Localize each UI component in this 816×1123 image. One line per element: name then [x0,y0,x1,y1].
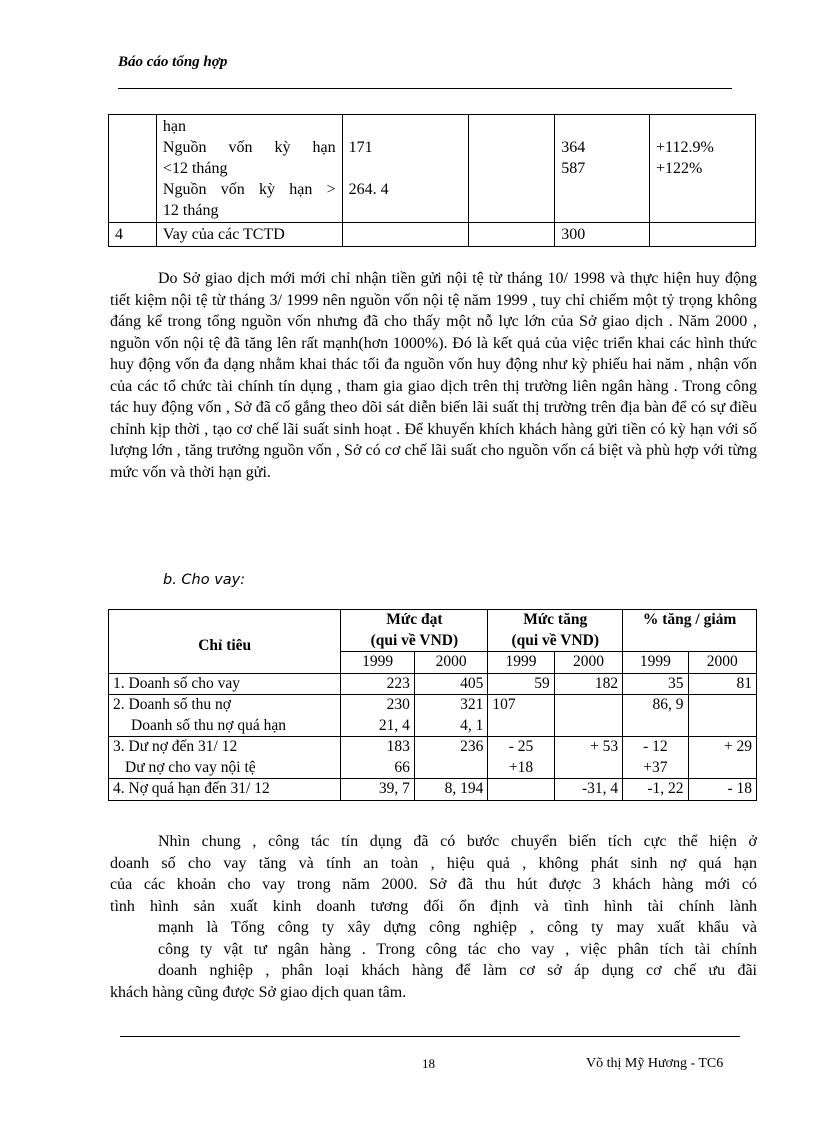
table-cell: 35 [623,673,688,695]
year-cell: 2000 [554,652,622,674]
footer-author: Võ thị Mỹ Hương - TC6 [586,1056,724,1071]
table-cell: - 12 +37 [623,737,688,779]
table-cell [650,223,756,247]
table-cell: -31, 4 [554,779,622,801]
table-row [109,115,756,223]
paragraph-line: doanh nghiệp , phân loại khách hàng để làm cơ sở áp dụng cơ chế ưu đãi [158,962,757,979]
table-row [109,695,757,737]
table-lending [108,609,757,801]
year-cell: 2000 [414,652,487,674]
table-cell: 107 [488,695,554,737]
table-cell: 230 21, 4 [341,695,414,737]
table-row [109,223,756,247]
paragraph-line: mạnh là Tổng công ty xây dựng công nghiệp , công ty may xuất khẩu và [158,919,757,936]
header-muc-tang: Mức tăng (qui về VND) [488,610,623,652]
table-cell-idx: 4 [109,223,157,247]
paragraph-line: của các khoản cho vay trong năm 2000. Sở đã thu hút được 3 khách hàng mới có [110,876,757,893]
paragraph-line: công ty vật tư ngân hàng . Trong công tác cho vay , việc phân tích tài chính [158,940,757,958]
table-cell: 81 [688,673,756,695]
table-cell: + 29 [688,737,756,779]
row-label: 3. Dư nợ đến 31/ 12 Dư nợ cho vay nội tệ [109,737,341,779]
paragraph-lending [110,831,757,1003]
table-row [109,737,757,779]
table-cell-label: Vay của các TCTD [156,223,342,247]
table-cell-label: hạn Nguồn vốn kỳ hạn <12 tháng Nguồn vốn kỳ hạn > 12 tháng [156,115,342,223]
table-cell: - 25 +18 [488,737,554,779]
header-muc-dat: Mức đạt (qui về VND) [341,610,488,652]
table-cell: + 53 [554,737,622,779]
table-header-row [109,610,757,652]
row-label: 2. Doanh số thu nợ Doanh số thu nợ quá hạn [109,695,341,737]
table-cell: 59 [488,673,554,695]
row-label: 1. Doanh số cho vay [109,673,341,695]
year-cell: 2000 [688,652,756,674]
table-cell: -1, 22 [623,779,688,801]
table-cell [488,779,554,801]
table-cell: 364 587 [555,115,650,223]
footer-rule [120,1036,740,1037]
paragraph-line: doanh số cho vay tăng và tính an toàn , hiệu quả , không phát sinh nợ quá hạn [110,854,757,872]
table-cell: 183 66 [341,737,414,779]
table-cell: 39, 7 [341,779,414,801]
table-cell: +112.9% +122% [650,115,756,223]
table-row [109,673,757,695]
year-cell: 1999 [488,652,554,674]
year-cell: 1999 [623,652,688,674]
table-cell: 300 [555,223,650,247]
section-subheading: b. Cho vay: [163,572,246,588]
header-title: Báo cáo tổng hợp [118,54,228,70]
table-row [109,779,757,801]
paragraph-line: tình hình sản xuất kinh doanh tương đối ổn định và tình hình tài chính lành [110,897,757,915]
table-cell: 223 [341,673,414,695]
table-cell-idx [109,115,157,223]
table-sources [108,114,756,247]
paragraph-capital [110,268,757,483]
table-cell: 182 [554,673,622,695]
year-cell: 1999 [341,652,414,674]
table-cell: 86, 9 [623,695,688,737]
header-rule [118,88,732,89]
header-chi-tieu: Chỉ tiêu [109,610,341,674]
paragraph-text: Do Sở giao dịch mới mới chỉ nhận tiền gửi nội tệ từ tháng 10/ 1998 và thực hiện huy động tiết kiệm nội tệ từ tháng 3/ 1999 nên nguồn vốn nội tệ năm 1999 , tuy chỉ chiếm một tỷ trọng không đáng kể trong tổng nguồn vốn nhưng đã cho thấy một nỗ lực lớn của Sở giao dịch . Năm 2000 , nguồn vốn nội tệ đã tăng lên rất mạnh(hơn 1000%). Đó là kết quả của việc triển khai các hình thức huy động vốn đa dạng nhằm khai thác tối đa nguồn vốn huy động như kỳ phiếu hai năm , nhận vốn của các tổ chức tài chính tín dụng , tham gia giao dịch trên thị trường liên ngân hàng . Trong công tác huy động vốn , Sở đã cố gắng theo dõi sát diễn biến lãi suất thị trường trên địa bàn để có sự điều chỉnh kịp thời , tạo cơ chế lãi suất sinh hoạt . Để khuyến khích khách hàng gửi tiền có kỳ hạn với số lượng lớn , tăng trưởng nguồn vốn , Sở có cơ chế lãi suất cho nguồn vốn cá biệt và phù hợp với từng mức vốn và thời hạn gửi. [110,270,757,481]
table-cell: 236 [414,737,487,779]
table-cell: - 18 [688,779,756,801]
row-label: 4. Nợ quá hạn đến 31/ 12 [109,779,341,801]
table-cell: 171 264. 4 [342,115,469,223]
table-cell [469,223,555,247]
table-cell: 321 4, 1 [414,695,487,737]
page-number: 18 [422,1056,435,1071]
table-cell [342,223,469,247]
table-cell: 405 [414,673,487,695]
paragraph-line: Nhìn chung , công tác tín dụng đã có bước chuyển biến tích cực thể hiện ở [158,833,757,850]
paragraph-line: khách hàng cũng được Sở giao dịch quan tâm. [110,983,407,1001]
header-pct: % tăng / giảm [623,610,757,652]
table-cell: 8, 194 [414,779,487,801]
table-cell [688,695,756,737]
table-cell [554,695,622,737]
table-cell [469,115,555,223]
